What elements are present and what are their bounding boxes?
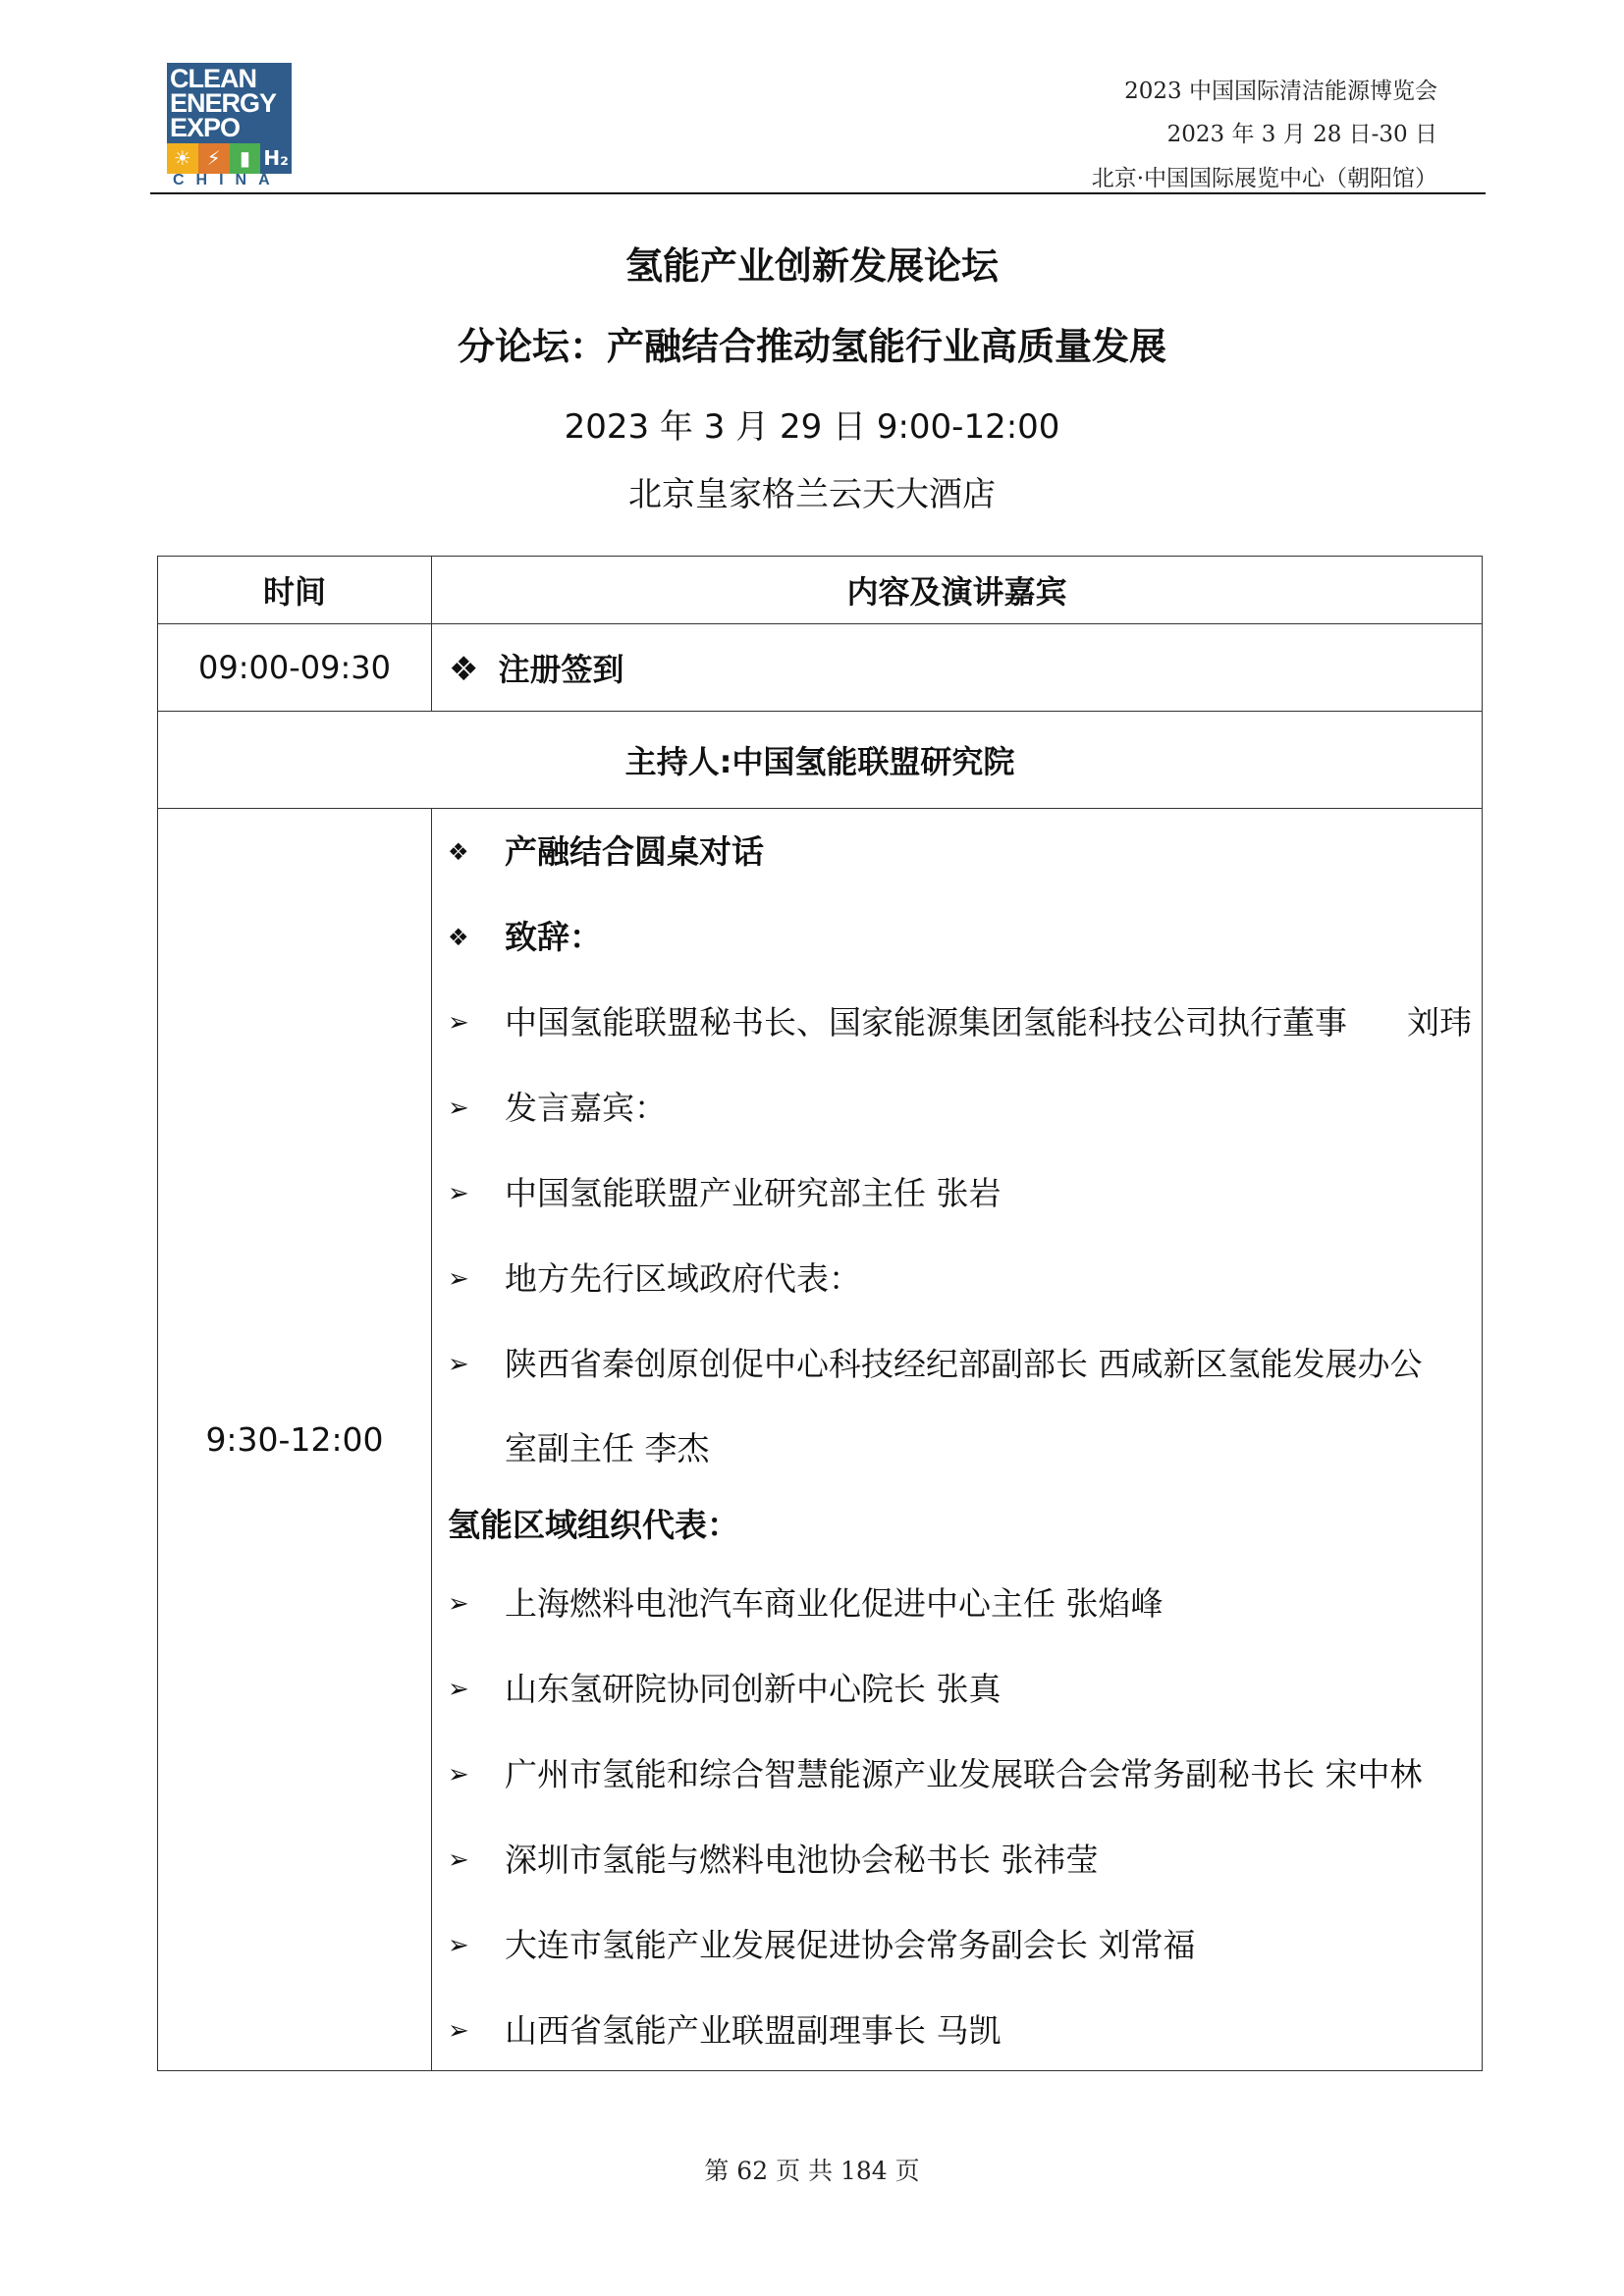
page-number: 第 62 页 共 184 页 bbox=[704, 2157, 920, 2185]
table-row bbox=[158, 624, 1483, 712]
logo-text-line-3: EXPO bbox=[170, 113, 241, 142]
event-venue: 北京·中国国际展览中心（朝阳馆） bbox=[1091, 166, 1437, 191]
item-text bbox=[505, 1343, 1472, 1470]
diamond-bullet-icon: ❖ bbox=[448, 838, 469, 866]
item-text: 大连市氢能产业发展促进协会常务副会长 刘常福 bbox=[505, 1926, 1196, 1964]
item-text: 上海燃料电池汽车商业化促进中心主任 张焰峰 bbox=[505, 1584, 1164, 1623]
group-heading: 氢能区域组织代表： bbox=[448, 1506, 739, 1544]
table-header-row bbox=[158, 557, 1483, 624]
wind-icon: ⚡ bbox=[198, 143, 230, 174]
arrow-bullet-icon: ➢ bbox=[448, 1094, 469, 1123]
session-time: 9:30-12:00 bbox=[158, 809, 432, 2071]
forum-datetime: 2023 年 3 月 29 日 9:00-12:00 bbox=[564, 407, 1060, 447]
subforum-title: 分论坛：产融结合推动氢能行业高质量发展 bbox=[457, 325, 1166, 368]
arrow-bullet-icon: ➢ bbox=[448, 1675, 469, 1704]
item-text: 地方先行区域政府代表： bbox=[505, 1259, 861, 1298]
table-row bbox=[158, 712, 1483, 809]
host-cell: 主持人:中国氢能联盟研究院 bbox=[158, 712, 1483, 809]
registration-time: 09:00-09:30 bbox=[158, 624, 432, 712]
registration-content bbox=[432, 624, 1483, 712]
arrow-bullet-icon: ➢ bbox=[448, 1179, 469, 1208]
list-item bbox=[448, 1668, 1472, 1711]
header-content: 内容及演讲嘉宾 bbox=[432, 557, 1483, 624]
list-item bbox=[448, 1839, 1472, 1882]
list-item bbox=[448, 916, 1472, 959]
arrow-bullet-icon: ➢ bbox=[448, 2016, 469, 2046]
event-name: 2023 中国国际清洁能源博览会 bbox=[1124, 79, 1437, 104]
logo-text-line-1: CLEAN bbox=[170, 64, 256, 93]
item-text bbox=[505, 1001, 1472, 1044]
item-text-line-2: 室副主任 李杰 bbox=[505, 1429, 710, 1468]
arrow-bullet-icon: ➢ bbox=[448, 1008, 469, 1038]
list-item bbox=[448, 1924, 1472, 1967]
table-row bbox=[158, 809, 1483, 2071]
forum-title: 氢能产业创新发展论坛 bbox=[624, 244, 999, 288]
list-item bbox=[448, 1087, 1472, 1130]
arrow-bullet-icon: ➢ bbox=[448, 1760, 469, 1789]
item-text: 深圳市氢能与燃料电池协会秘书长 张祎莹 bbox=[505, 1841, 1099, 1879]
list-item bbox=[448, 830, 1472, 874]
diamond-bullet-icon: ❖ bbox=[448, 924, 469, 951]
registration-text: 注册签到 bbox=[498, 651, 624, 688]
logo-text-line-2: ENERGY bbox=[170, 88, 277, 118]
item-text: 致辞： bbox=[505, 918, 602, 956]
diamond-bullet-icon: ❖ bbox=[449, 650, 479, 689]
list-item bbox=[448, 1172, 1472, 1215]
list-item bbox=[448, 2009, 1472, 2053]
event-dates: 2023 年 3 月 28 日-30 日 bbox=[1166, 122, 1437, 147]
speaker-title: 中国氢能联盟秘书长、国家能源集团氢能科技公司执行董事 bbox=[505, 1003, 1347, 1041]
item-text-line-1: 陕西省秦创原创促中心科技经纪部副部长 西咸新区氢能发展办公 bbox=[505, 1345, 1423, 1383]
arrow-bullet-icon: ➢ bbox=[448, 1350, 469, 1379]
list-item bbox=[448, 1001, 1472, 1044]
logo-box bbox=[167, 63, 292, 174]
arrow-bullet-icon: ➢ bbox=[448, 1931, 469, 1960]
list-item bbox=[448, 1753, 1472, 1796]
arrow-bullet-icon: ➢ bbox=[448, 1589, 469, 1619]
list-item bbox=[448, 1343, 1472, 1470]
item-text: 产融结合圆桌对话 bbox=[505, 832, 764, 871]
arrow-bullet-icon: ➢ bbox=[448, 1845, 469, 1875]
list-item bbox=[448, 1257, 1472, 1301]
speaker-name: 刘玮 bbox=[1407, 1003, 1472, 1041]
header-divider bbox=[150, 192, 1486, 194]
item-text: 广州市氢能和综合智慧能源产业发展联合会常务副秘书长 宋中林 bbox=[505, 1755, 1423, 1793]
item-text: 山东氢研院协同创新中心院长 张真 bbox=[505, 1670, 1001, 1708]
clean-energy-expo-logo bbox=[167, 63, 292, 186]
agenda-table bbox=[157, 556, 1483, 2071]
item-text: 山西省氢能产业联盟副理事长 马凯 bbox=[505, 2011, 1001, 2050]
item-text: 中国氢能联盟产业研究部主任 张岩 bbox=[505, 1174, 1001, 1212]
arrow-bullet-icon: ➢ bbox=[448, 1264, 469, 1294]
hydrogen-icon: H₂ bbox=[260, 143, 292, 174]
logo-china-text: CHINA bbox=[173, 172, 282, 188]
item-text: 发言嘉宾： bbox=[505, 1089, 667, 1127]
logo-icon-strip bbox=[167, 143, 292, 174]
sun-icon: ☀ bbox=[167, 143, 198, 174]
session-content bbox=[432, 809, 1483, 2071]
list-item bbox=[448, 1582, 1472, 1626]
battery-icon: ▮ bbox=[230, 143, 261, 174]
forum-location: 北京皇家格兰云天大酒店 bbox=[628, 475, 996, 514]
header-time: 时间 bbox=[158, 557, 432, 624]
